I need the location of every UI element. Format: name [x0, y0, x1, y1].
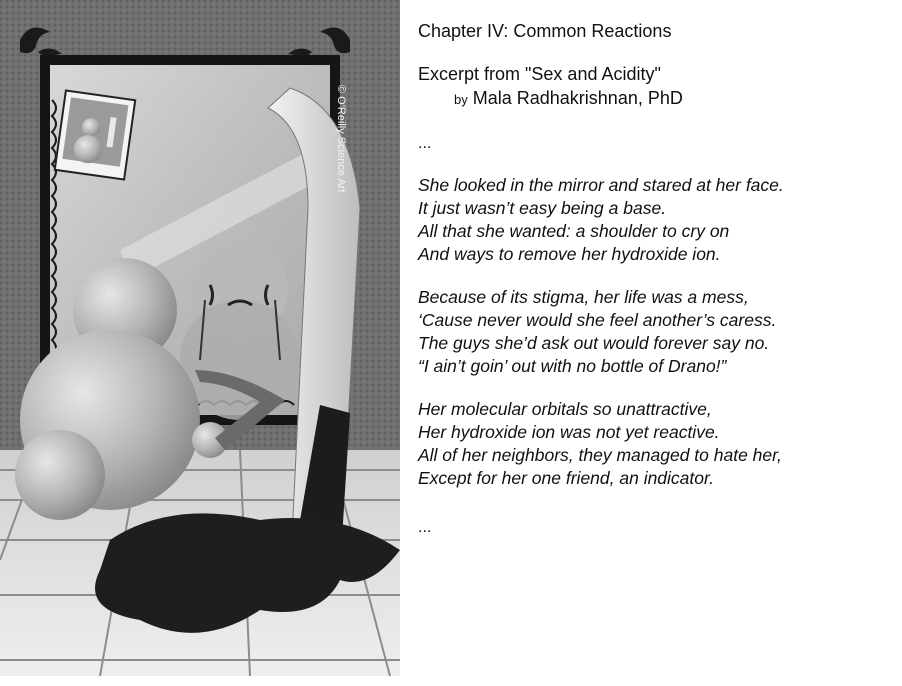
verse-line: The guys she’d ask out would forever say no.	[418, 333, 770, 353]
verse-line: Her molecular orbitals so unattractive,	[418, 399, 712, 419]
verse-line: “I ain’t goin’ out with no bottle of Drano!”	[418, 356, 727, 376]
verse-line: It just wasn’t easy being a base.	[418, 198, 667, 218]
illustration	[0, 0, 400, 676]
pinned-photo	[55, 91, 135, 180]
verse-line: All of her neighbors, they managed to hate her,	[418, 445, 782, 465]
excerpt-title: Excerpt from "Sex and Acidity"	[418, 64, 661, 84]
byline	[454, 86, 888, 112]
ellipsis-start: ...	[418, 135, 432, 152]
author-name: Mala Radhakrishnan, PhD	[472, 88, 683, 108]
stanza-1	[418, 174, 888, 266]
byline-prefix: by	[454, 92, 468, 107]
ellipsis-end: ...	[418, 519, 432, 536]
verse-line: Her hydroxide ion was not yet reactive.	[418, 422, 720, 442]
verse-line: And ways to remove her hydroxide ion.	[418, 244, 721, 264]
stanza-2	[418, 286, 888, 378]
chapter-title: Chapter IV: Common Reactions	[418, 21, 672, 41]
credit-watermark: © O'Reilly Science Art	[335, 85, 347, 193]
poem-page	[418, 18, 888, 538]
verse-line: She looked in the mirror and stared at her face.	[418, 175, 784, 195]
verse-line: Except for her one friend, an indicator.	[418, 468, 715, 488]
illustration-art	[0, 0, 400, 676]
reflection-crying	[180, 242, 300, 420]
verse-line: ‘Cause never would she feel another’s caress.	[418, 310, 777, 330]
verse-line: Because of its stigma, her life was a mess,	[418, 287, 749, 307]
stanza-3	[418, 398, 888, 490]
verse-line: All that she wanted: a shoulder to cry on	[418, 221, 730, 241]
